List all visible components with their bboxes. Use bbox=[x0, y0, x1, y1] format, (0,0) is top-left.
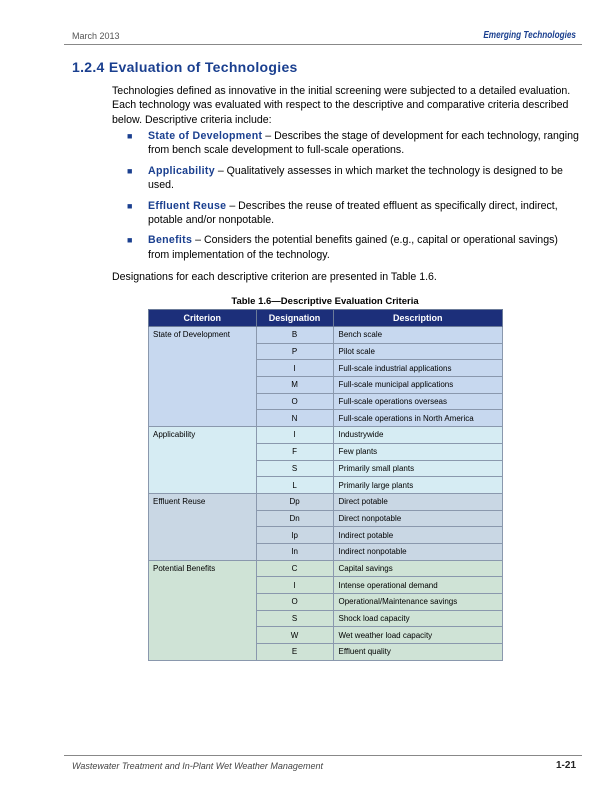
designation-cell: O bbox=[256, 393, 333, 410]
designation-cell: I bbox=[256, 360, 333, 377]
description-cell: Shock load capacity bbox=[333, 610, 503, 627]
bullet-term: Effluent Reuse bbox=[148, 199, 227, 212]
header-description: Description bbox=[333, 310, 503, 327]
table-caption: Table 1.6—Descriptive Evaluation Criteria bbox=[231, 296, 419, 307]
description-cell: Operational/Maintenance savings bbox=[333, 594, 503, 611]
description-cell: Intense operational demand bbox=[333, 577, 503, 594]
designation-cell: Ip bbox=[256, 527, 333, 544]
description-cell: Wet weather load capacity bbox=[333, 627, 503, 644]
table-row bbox=[149, 427, 503, 444]
description-cell: Few plants bbox=[333, 443, 503, 460]
description-cell: Direct potable bbox=[333, 493, 503, 510]
designation-cell: I bbox=[256, 427, 333, 444]
bullet-effluent-reuse bbox=[112, 199, 582, 228]
description-cell: Industrywide bbox=[333, 427, 503, 444]
bullet-term: Applicability bbox=[148, 164, 215, 177]
designation-cell: E bbox=[256, 644, 333, 661]
criteria-table bbox=[148, 309, 503, 661]
bullet-applicability bbox=[112, 164, 582, 193]
bullet-text: – Describes the reuse of treated effluent as specifically direct, indirect, potable and/or nonpotable. bbox=[148, 199, 558, 227]
description-cell: Primarily small plants bbox=[333, 460, 503, 477]
designation-cell: C bbox=[256, 560, 333, 577]
header-criterion: Criterion bbox=[149, 310, 257, 327]
header-rule bbox=[64, 44, 582, 45]
header-title: Emerging Technologies bbox=[483, 30, 576, 41]
designation-cell: M bbox=[256, 377, 333, 394]
square-bullet-icon: ■ bbox=[127, 131, 133, 141]
criterion-cell: Potential Benefits bbox=[149, 560, 257, 660]
designation-cell: Dp bbox=[256, 493, 333, 510]
designations-paragraph: Designations for each descriptive criterion are presented in Table 1.6. bbox=[112, 271, 437, 283]
page-number: 1-21 bbox=[555, 760, 576, 771]
intro-paragraph: Technologies defined as innovative in the initial screening were subjected to a detailed evaluation. Each technology was evaluated with respect to the descriptive and comparative criteria described below. Descriptive criteria include: bbox=[112, 85, 571, 126]
designation-cell: S bbox=[256, 460, 333, 477]
square-bullet-icon: ■ bbox=[127, 200, 133, 211]
criterion-cell: State of Development bbox=[149, 327, 257, 427]
description-cell: Bench scale bbox=[333, 327, 503, 344]
section-number: 1.2.4 bbox=[72, 59, 105, 75]
footer-rule bbox=[64, 755, 582, 756]
designation-cell: O bbox=[256, 594, 333, 611]
description-cell: Indirect potable bbox=[333, 527, 503, 544]
description-cell: Capital savings bbox=[333, 560, 503, 577]
description-cell: Full-scale industrial applications bbox=[333, 360, 503, 377]
designation-cell: W bbox=[256, 627, 333, 644]
header-date: March 2013 bbox=[72, 31, 120, 41]
criterion-cell: Applicability bbox=[149, 427, 257, 494]
criteria-bullet-list bbox=[112, 129, 582, 268]
designation-cell: S bbox=[256, 610, 333, 627]
footer-text: Wastewater Treatment and In-Plant Wet Weather Management bbox=[72, 761, 323, 771]
designation-cell: In bbox=[256, 543, 333, 560]
square-bullet-icon: ■ bbox=[127, 165, 133, 176]
bullet-text: – Describes the stage of development for each technology, ranging from bench scale development to full-scale operations. bbox=[148, 130, 579, 157]
section-heading: Evaluation of Technologies bbox=[108, 59, 298, 75]
table-row bbox=[149, 560, 503, 577]
table-row bbox=[149, 493, 503, 510]
bullet-state-of-development bbox=[112, 129, 582, 158]
description-cell: Indirect nonpotable bbox=[333, 543, 503, 560]
bullet-text: – Qualitatively assesses in which market the technology is designed to be used. bbox=[148, 164, 563, 192]
designation-cell: P bbox=[256, 343, 333, 360]
designation-cell: F bbox=[256, 443, 333, 460]
table-header-row bbox=[149, 310, 503, 327]
header-designation: Designation bbox=[256, 310, 333, 327]
description-cell: Direct nonpotable bbox=[333, 510, 503, 527]
criterion-cell: Effluent Reuse bbox=[149, 493, 257, 560]
bullet-term: Benefits bbox=[148, 234, 193, 247]
description-cell: Full-scale operations in North America bbox=[333, 410, 503, 427]
designation-cell: L bbox=[256, 477, 333, 494]
designation-cell: B bbox=[256, 327, 333, 344]
description-cell: Effluent quality bbox=[333, 644, 503, 661]
bullet-benefits bbox=[112, 233, 582, 262]
designation-cell: Dn bbox=[256, 510, 333, 527]
table-row bbox=[149, 327, 503, 344]
designation-cell: I bbox=[256, 577, 333, 594]
description-cell: Pilot scale bbox=[333, 343, 503, 360]
bullet-text: – Considers the potential benefits gained (e.g., capital or operational savings) from implementation of the technology. bbox=[148, 234, 558, 261]
bullet-term: State of Development bbox=[148, 130, 263, 142]
description-cell: Full-scale municipal applications bbox=[333, 377, 503, 394]
designation-cell: N bbox=[256, 410, 333, 427]
table-body bbox=[149, 327, 503, 661]
description-cell: Primarily large plants bbox=[333, 477, 503, 494]
description-cell: Full-scale operations overseas bbox=[333, 393, 503, 410]
square-bullet-icon: ■ bbox=[127, 235, 133, 246]
section-title bbox=[72, 59, 298, 75]
